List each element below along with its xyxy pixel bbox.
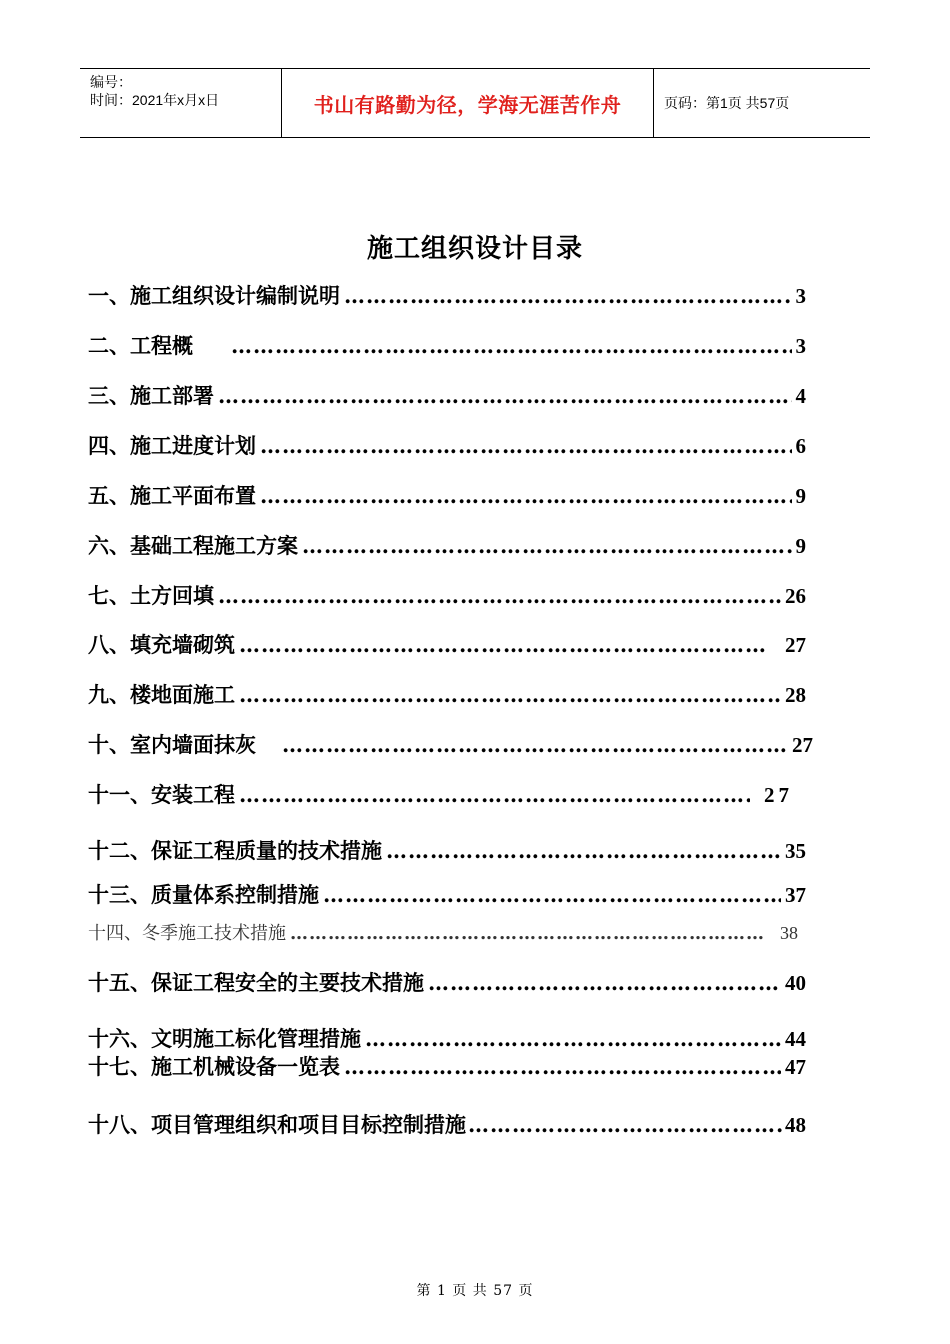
toc-leader xyxy=(365,1026,781,1051)
toc-page: 9 xyxy=(795,484,806,508)
toc-entry[interactable] xyxy=(88,530,806,560)
toc-entry[interactable] xyxy=(88,1109,806,1139)
toc-entry[interactable] xyxy=(88,1023,806,1053)
toc-leader xyxy=(290,923,766,944)
toc-page: 3 xyxy=(795,334,806,358)
toc-label: 五、施工平面布置 xyxy=(88,483,256,508)
toc-page: 27 xyxy=(785,633,806,657)
toc-leader xyxy=(323,882,781,907)
toc-entry[interactable] xyxy=(88,480,806,510)
toc-page: 47 xyxy=(785,1055,806,1079)
page-footer: 第 1 页 共 57 页 xyxy=(416,1283,534,1299)
toc-leader xyxy=(218,383,792,408)
toc-label: 二、工程概 xyxy=(88,333,193,358)
toc-entry[interactable] xyxy=(88,580,806,610)
toc-page: 38 xyxy=(780,923,798,943)
toc-entry[interactable] xyxy=(88,629,806,659)
toc-entry[interactable] xyxy=(88,729,813,759)
toc-leader xyxy=(239,782,750,807)
toc-entry[interactable] xyxy=(88,779,793,809)
toc-page: 44 xyxy=(785,1027,806,1051)
header-meta xyxy=(80,69,282,137)
toc-page: 3 xyxy=(795,284,806,308)
toc-leader xyxy=(239,682,781,707)
toc-page: 26 xyxy=(785,584,806,608)
toc-label: 十、室内墙面抹灰 xyxy=(88,732,256,757)
toc-page: 27 xyxy=(764,783,793,807)
toc-label: 九、楼地面施工 xyxy=(88,682,235,707)
toc-leader xyxy=(231,333,792,358)
toc-page: 4 xyxy=(795,384,806,408)
toc-label: 十四、冬季施工技术措施 xyxy=(88,923,286,944)
toc-label: 三、施工部署 xyxy=(88,383,214,408)
toc-page: 37 xyxy=(785,883,806,907)
toc-entry[interactable] xyxy=(88,919,798,949)
page-title: 施工组织设计目录 xyxy=(366,234,583,264)
toc-leader xyxy=(428,970,781,995)
toc-leader xyxy=(239,632,767,657)
toc-entry[interactable] xyxy=(88,879,806,909)
header-table xyxy=(80,68,870,138)
toc-entry[interactable] xyxy=(88,330,806,360)
toc-label: 十七、施工机械设备一览表 xyxy=(88,1054,340,1079)
toc-page: 27 xyxy=(792,733,813,757)
toc-entry[interactable] xyxy=(88,380,806,410)
toc-page: 28 xyxy=(785,683,806,707)
toc-leader xyxy=(302,533,792,558)
toc-label: 一、施工组织设计编制说明 xyxy=(88,283,340,308)
toc-page: 40 xyxy=(785,971,806,995)
toc-label: 十三、质量体系控制措施 xyxy=(88,882,319,907)
header-page-info: 页码：第1页 共57页 xyxy=(664,95,790,111)
toc-label: 十二、保证工程质量的技术措施 xyxy=(88,838,382,863)
toc-entry[interactable] xyxy=(88,430,806,460)
header-motto: 书山有路勤为径，学海无涯苦作舟 xyxy=(282,69,654,137)
toc-page: 35 xyxy=(785,839,806,863)
toc-leader xyxy=(344,283,792,308)
toc-leader xyxy=(468,1112,783,1137)
toc-entry[interactable] xyxy=(88,835,806,865)
toc-leader xyxy=(260,483,792,508)
toc-label: 十六、文明施工标化管理措施 xyxy=(88,1026,361,1051)
toc-leader xyxy=(386,838,781,863)
toc-leader xyxy=(218,583,781,608)
toc-label: 十五、保证工程安全的主要技术措施 xyxy=(88,970,424,995)
toc-label: 八、填充墙砌筑 xyxy=(88,632,235,657)
toc-label: 十一、安装工程 xyxy=(88,782,235,807)
time-label: 时间：2021年x月x日 xyxy=(90,92,220,108)
code-label: 编号： xyxy=(90,74,132,90)
toc-page: 9 xyxy=(795,534,806,558)
toc-label: 六、基础工程施工方案 xyxy=(88,533,298,558)
toc-label: 七、土方回填 xyxy=(88,583,214,608)
toc-label: 四、施工进度计划 xyxy=(88,433,256,458)
toc-leader xyxy=(344,1054,781,1079)
toc-entry[interactable] xyxy=(88,1051,806,1081)
toc-entry[interactable] xyxy=(88,967,806,997)
toc-entry[interactable] xyxy=(88,280,806,310)
toc-page: 48 xyxy=(785,1113,806,1137)
toc-leader xyxy=(282,732,788,757)
toc-entry[interactable] xyxy=(88,679,806,709)
toc-leader xyxy=(260,433,792,458)
toc-label: 十八、项目管理组织和项目目标控制措施 xyxy=(88,1112,466,1137)
toc-page: 6 xyxy=(795,434,806,458)
